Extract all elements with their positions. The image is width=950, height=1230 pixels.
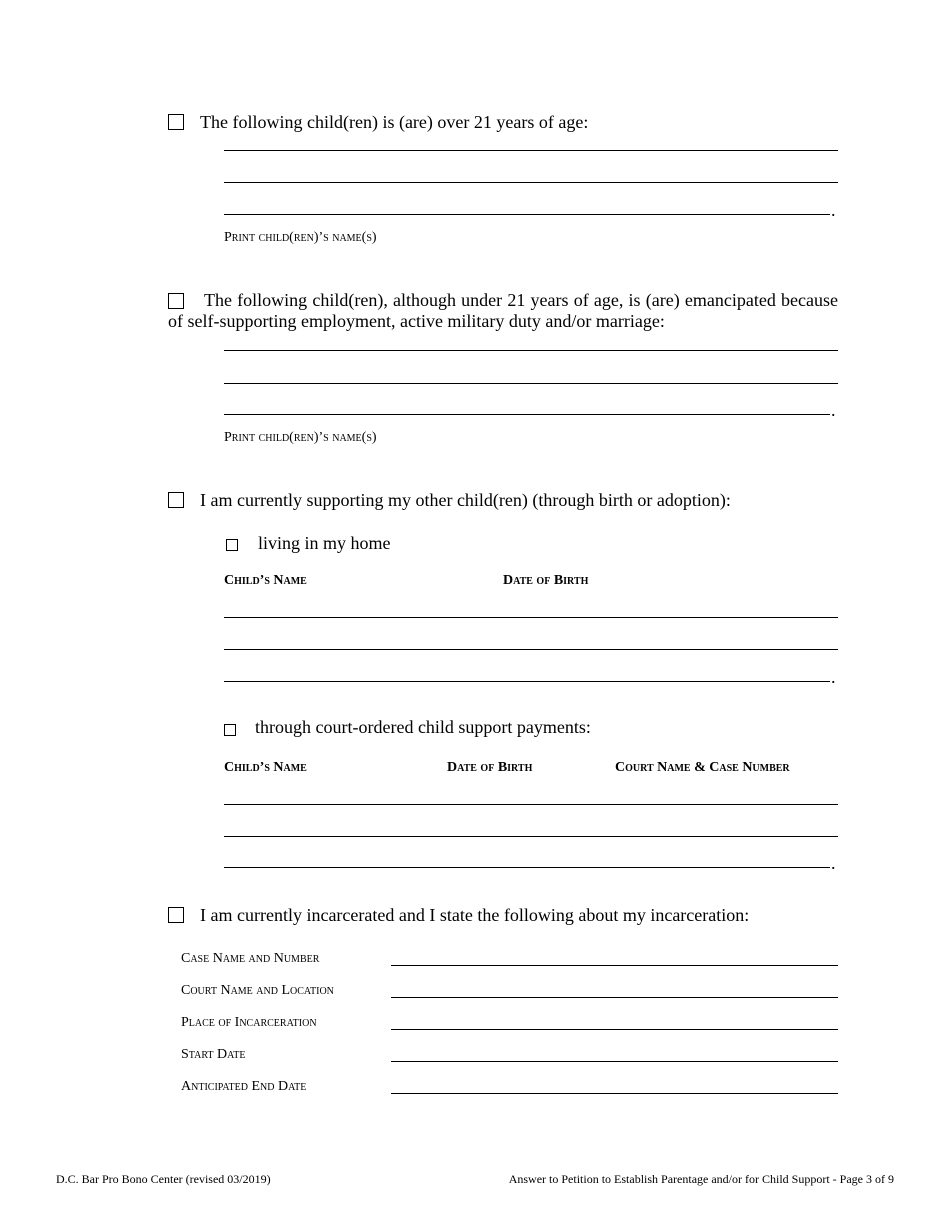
over-21-checkbox[interactable] [168,114,184,130]
line-period: . [831,853,836,873]
court-name-case-number-header: Court Name & Case Number [615,760,790,775]
print-names-caption: Print child(ren)’s name(s) [224,430,377,445]
date-of-birth-header: Date of Birth [503,573,589,588]
living-in-home-checkbox[interactable] [226,539,238,551]
footer-right: Answer to Petition to Establish Parentage and/or for Child Support - Page 3 of 9 [508,1172,894,1186]
living-in-home-label: living in my home [258,533,391,553]
over-21-statement: The following child(ren) is (are) over 21 years of age: [200,112,589,132]
anticipated-end-date-label: Anticipated End Date [181,1079,307,1094]
footer-left: D.C. Bar Pro Bono Center (revised 03/2019) [56,1172,271,1186]
child-name-line-1[interactable] [224,350,838,351]
print-names-caption: Print child(ren)’s name(s) [224,230,377,245]
court-name-location-label: Court Name and Location [181,983,334,998]
court-ordered-label: through court-ordered child support payments: [255,717,591,737]
court-ordered-checkbox[interactable] [224,724,236,736]
anticipated-end-date-line[interactable] [391,1093,838,1094]
home-child-line-1[interactable] [224,617,838,618]
court-name-location-line[interactable] [391,997,838,998]
case-name-number-label: Case Name and Number [181,951,320,966]
case-name-number-line[interactable] [391,965,838,966]
child-name-line-3[interactable] [224,214,830,215]
supporting-children-statement: I am currently supporting my other child(ren) (through birth or adoption): [200,490,731,510]
date-of-birth-header: Date of Birth [447,760,533,775]
place-of-incarceration-line[interactable] [391,1029,838,1030]
child-name-line-2[interactable] [224,182,838,183]
line-period: . [831,200,836,220]
incarcerated-statement: I am currently incarcerated and I state the following about my incarceration: [200,905,750,925]
court-child-line-1[interactable] [224,804,838,805]
place-of-incarceration-label: Place of Incarceration [181,1015,317,1030]
childs-name-header: Child’s Name [224,760,307,775]
court-child-line-3[interactable] [224,867,830,868]
start-date-label: Start Date [181,1047,246,1062]
supporting-children-checkbox[interactable] [168,492,184,508]
start-date-line[interactable] [391,1061,838,1062]
home-child-line-2[interactable] [224,649,838,650]
child-name-line-1[interactable] [224,150,838,151]
childs-name-header: Child’s Name [224,573,307,588]
line-period: . [831,667,836,687]
line-period: . [831,400,836,420]
court-child-line-2[interactable] [224,836,838,837]
child-name-line-2[interactable] [224,383,838,384]
home-child-line-3[interactable] [224,681,830,682]
child-name-line-3[interactable] [224,414,830,415]
emancipated-statement: The following child(ren), although under 21 years of age, is (are) emancipated because of self-supporting employment, active military duty and/or marriage: [168,290,838,331]
incarcerated-checkbox[interactable] [168,907,184,923]
